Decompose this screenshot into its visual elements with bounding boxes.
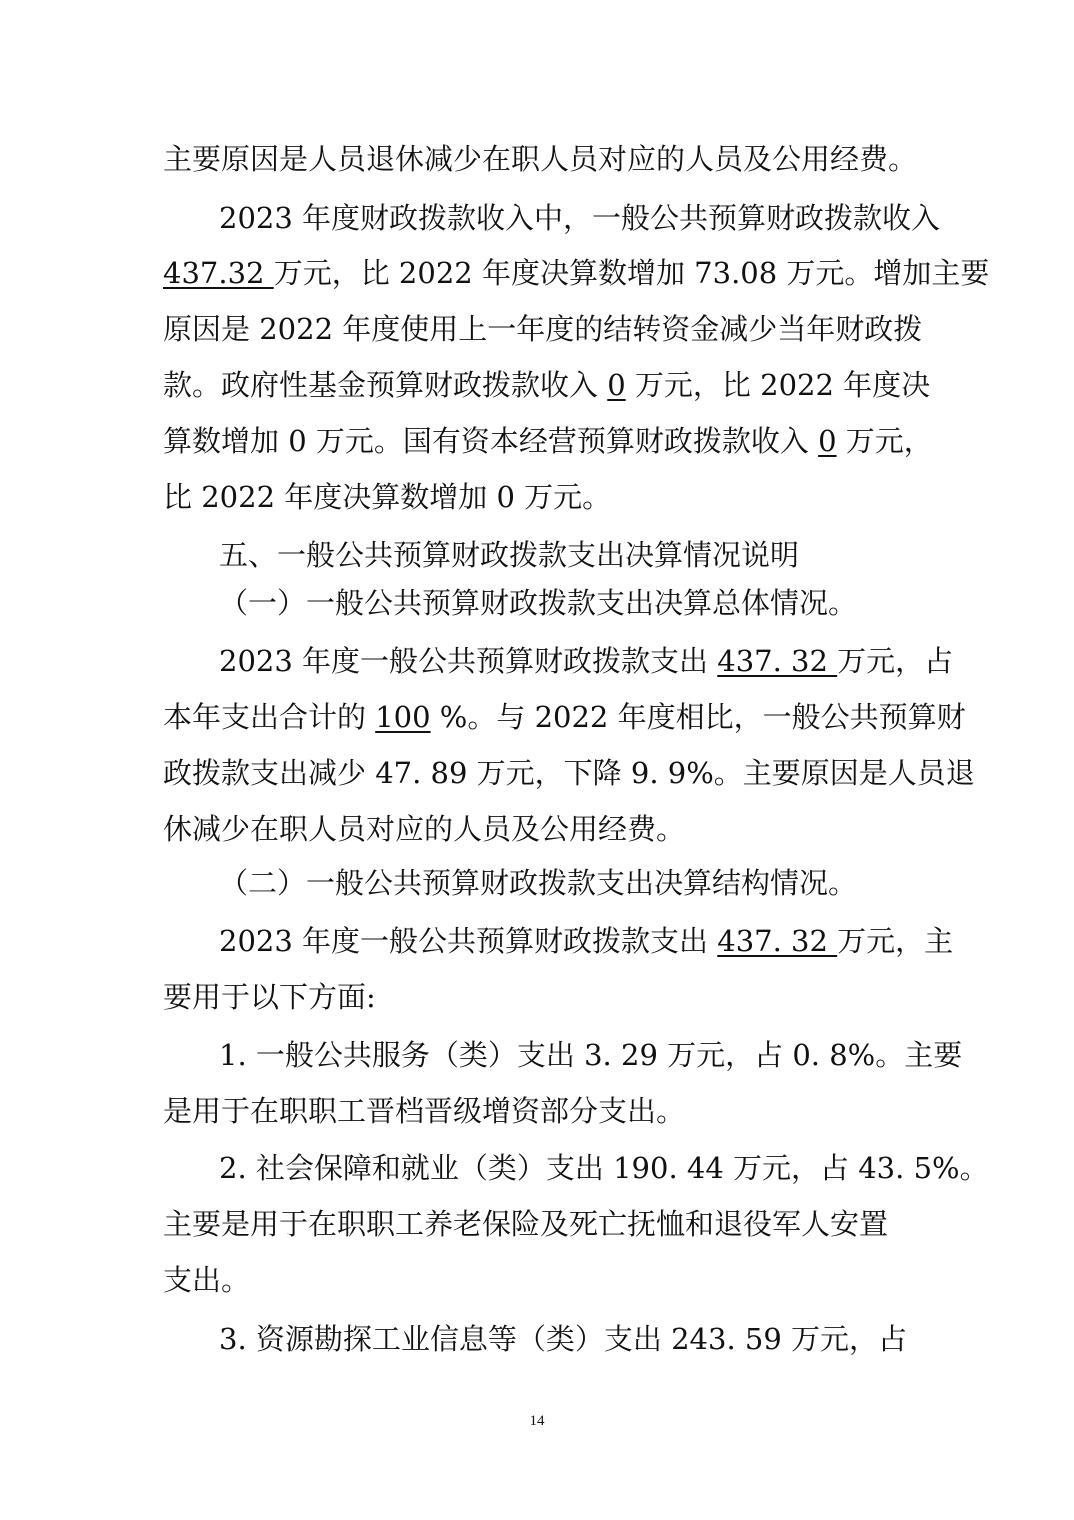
text-line [163,812,913,846]
text-line [163,480,913,514]
text-run: 算数增加 0 万元。国有资本经营预算财政拨款收入 [163,424,819,458]
text-run: 比 2022 年度决算数增加 0 万元。 [163,480,612,514]
text-line [163,1094,913,1128]
underlined-value: 100 [375,700,431,734]
text-line [163,368,931,402]
text-line [163,424,933,458]
text-run: 政拨款支出减少 47. 89 万元，下降 9. 9%。主要原因是人员退 [163,756,975,790]
underlined-value: 0 [607,368,626,402]
text-line [219,644,954,678]
text-line [163,756,975,790]
text-run: 1. 一般公共服务（类）支出 3. 29 万元，占 0. 8%。主要 [219,1038,963,1072]
text-run: 万元，比 2022 年度决 [625,368,931,402]
text-run: 万元， [836,424,933,458]
text-run: 3. 资源勘探工业信息等（类）支出 243. 59 万元，占 [219,1322,908,1356]
text-line [163,1207,913,1241]
text-run: 2023 年度一般公共预算财政拨款支出 [219,924,718,958]
text-run: 要用于以下方面: [163,980,376,1014]
text-run: （一）一般公共预算财政拨款支出决算总体情况。 [219,586,858,620]
text-line [219,201,941,235]
text-run: 主要原因是人员退休减少在职人员对应的人员及公用经费。 [163,142,918,176]
text-run: （二）一般公共预算财政拨款支出决算结构情况。 [219,866,858,900]
text-line [163,980,913,1014]
text-run: %。与 2022 年度相比，一般公共预算财 [430,700,966,734]
text-run: 本年支出合计的 [163,700,376,734]
text-run: 万元，比 2022 年度决算数增加 73.08 万元。增加主要 [273,256,990,290]
underlined-value: 437. 32 [717,924,838,958]
text-run: 2023 年度财政拨款收入中，一般公共预算财政拨款收入 [219,201,941,235]
text-line [163,1263,913,1297]
text-run: 原因是 2022 年度使用上一年度的结转资金减少当年财政拨 [163,312,923,346]
text-line [163,700,966,734]
text-line [163,142,918,176]
text-run: 是用于在职职工晋档晋级增资部分支出。 [163,1094,686,1128]
text-line [219,1322,913,1356]
text-run: 支出。 [163,1263,251,1297]
text-run: 主要是用于在职职工养老保险及死亡抚恤和退役军人安置 [163,1207,889,1241]
text-run: 款。政府性基金预算财政拨款收入 [163,368,608,402]
underlined-value: 0 [818,424,837,458]
text-line [163,256,990,290]
text-run: 休减少在职人员对应的人员及公用经费。 [163,812,686,846]
text-run: 2. 社会保障和就业（类）支出 190. 44 万元，占 43. 5%。 [219,1151,989,1185]
text-line [219,924,954,958]
underlined-value: 437. 32 [717,644,838,678]
page-number: 14 [529,1413,545,1429]
text-line [219,866,913,900]
text-line [163,312,923,346]
text-run: 2023 年度一般公共预算财政拨款支出 [219,644,718,678]
text-run: 万元，占 [837,644,954,678]
text-line [219,1038,963,1072]
text-line [219,1151,989,1185]
text-line [219,586,913,620]
underlined-value: 437.32 [163,256,274,290]
section-heading [219,538,913,572]
text-run: 五、一般公共预算财政拨款支出决算情况说明 [219,538,800,572]
text-run: 万元，主 [837,924,954,958]
